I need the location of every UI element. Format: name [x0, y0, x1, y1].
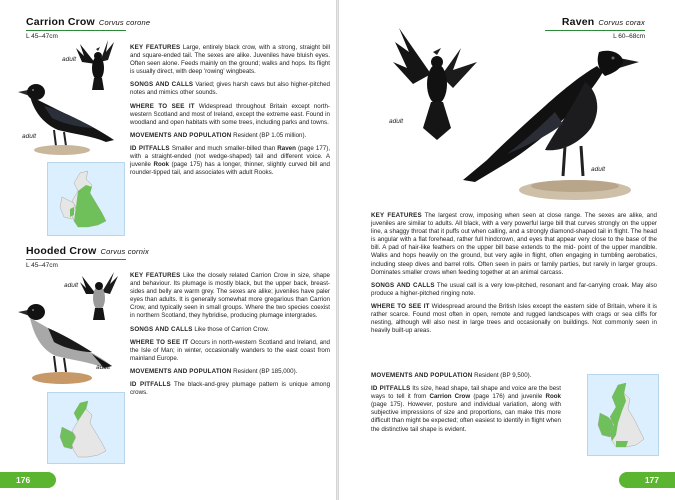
- where-to-see-paragraph: WHERE TO SEE IT Occurs in north-western Scotland and Ireland, and the Isle of Man; in winter, occasionally wanders to the east coast from mainland Europe.: [130, 338, 330, 362]
- label-adult-flight: adult: [389, 118, 404, 125]
- length-label: L 60–68cm: [613, 33, 645, 40]
- carrion-crow-perched-illustration: [14, 66, 118, 158]
- movements-paragraph: MOVEMENTS AND POPULATION Resident (BP 1.05 million).: [130, 131, 307, 139]
- label-adult-flight: adult: [62, 56, 77, 63]
- movements-paragraph: MOVEMENTS AND POPULATION Resident (BP 185,000).: [130, 367, 298, 375]
- carrion-crow-range-map: [47, 162, 125, 236]
- songs-calls-paragraph: SONGS AND CALLS Varied; gives harsh caws but also higher-pitched notes and mimics other sounds.: [130, 81, 330, 97]
- key-features-paragraph: KEY FEATURES Large, entirely black crow, with a strong, straight bill and square-ended tail. The sexes are alike. Juveniles have bluish eyes. Often seen alone. Feeds mainly on the ground; walks and hops. Its flight is usually direct, with deep 'rowing' wingbeats.: [130, 44, 330, 76]
- where-to-see-paragraph: WHERE TO SEE IT Widespread around the British Isles except the eastern side of Britain, where it is rather scarce. Found most often in open, remote and rugged landscapes with crags or sea cliffs for nesting, although will also nest in large trees and occasionally on buildings. Not commonly seen in heavily built-up areas.: [371, 302, 657, 335]
- carrion-crow-title: [26, 16, 150, 28]
- length-label: L 45–47cm: [26, 262, 58, 269]
- title-rule: [545, 30, 645, 31]
- title-rule: [26, 30, 126, 31]
- scientific-name: Corvus cornix: [100, 247, 149, 256]
- hooded-crow-title: [26, 245, 149, 257]
- songs-calls-paragraph: SONGS AND CALLS The usual call is a very low-pitched, resonant and far-carrying croak. May also produce a higher-pitched ringing note.: [371, 281, 657, 297]
- left-page: [0, 0, 336, 500]
- movements-paragraph: MOVEMENTS AND POPULATION Resident (BP 9,500).: [371, 372, 532, 379]
- right-page: [339, 0, 675, 500]
- length-label: L 45–47cm: [26, 33, 58, 40]
- title-rule: [26, 259, 126, 260]
- carrion-crow-text: [130, 44, 330, 182]
- page-number-left: 176: [0, 472, 56, 488]
- id-pitfalls-paragraph: ID PITFALLS The black-and-grey plumage pattern is unique among crows.: [130, 381, 331, 397]
- species-name: Raven: [561, 16, 595, 28]
- songs-calls-paragraph: SONGS AND CALLS Like those of Carrion Crow.: [130, 325, 269, 333]
- label-adult-perched: adult: [96, 364, 111, 371]
- hooded-crow-range-map: [47, 392, 125, 464]
- key-features-paragraph: KEY FEATURES Like the closely related Carrion Crow in size, shape and behaviour. Its plumage is mostly black, but the upper back, breast-sides and belly are warm grey. The sexes are alike; juveniles have paler eyes than adults. It is generally somewhat more gregarious than Carrion Crow, and typically seen in small groups. Where the two species coexist in northern Scotland, they hybridise, producing plumage intergrades.: [130, 272, 330, 320]
- species-name: Hooded Crow: [26, 245, 97, 257]
- where-to-see-paragraph: WHERE TO SEE IT Widespread throughout Britain except north-western Scotland and most of Ireland, except the extreme east. Found in woodland and open habitats with some trees, including parks and towns.: [130, 102, 330, 126]
- raven-text-bottom: [371, 372, 561, 439]
- raven-text-top: [371, 212, 657, 340]
- hooded-crow-perched-illustration: [14, 292, 118, 392]
- species-name: Carrion Crow: [26, 16, 95, 28]
- label-adult-flight: adult: [64, 282, 79, 289]
- scientific-name: Corvus corone: [98, 18, 151, 27]
- hooded-crow-text: [130, 272, 330, 402]
- label-adult-perched: adult: [591, 166, 606, 173]
- id-pitfalls-paragraph: ID PITFALLS Smaller and much smaller-billed than Raven (page 177), with a straight-ended (not wedge-shaped) tail and different voice. A juvenile Rook (page 175) has a longer, thinner, slightly curved bill and rounder-tipped tail, and associates with adult Rooks.: [130, 144, 330, 177]
- label-adult-perched: adult: [22, 133, 37, 140]
- raven-range-map: [587, 374, 659, 456]
- raven-title: [562, 16, 645, 28]
- raven-perched-illustration: [435, 42, 645, 208]
- scientific-name: Corvus corax: [598, 18, 645, 27]
- key-features-paragraph: KEY FEATURES The largest crow, imposing when seen at close range. The sexes are alike, and juveniles are similar to adults. All black, with a very powerful large bill that curves strongly on the upper line, a shaggy throat that it puffs out when calling, and a strongly diamond-shaped tail in flight. The head is angular with a flat forehead, rather full hindcrown, and eyes that appear very close to the base of the bill. A pad of hair-like feathers on the upper bill base extends to the mid- point of the upper mandible. Walks and hops heavily on the ground, but very agile in flight, often engaging in tumbling aerobatics, including steep dives and barrel rolls. Often seen in pairs or family parties, but rarely in larger groups. Dominates smaller crows when feeding together at an animal carcass.: [371, 212, 657, 276]
- id-pitfalls-paragraph: ID PITFALLS Its size, head shape, tail shape and voice are the best ways to tell it from Carrion Crow (page 176) and juvenile Rook (page 175). However, posture and individual variation, along with subjective impressions of size and proportions, can make this more difficult than might be expected; often easiest to identify in flight when the distinctive tail shape is evident.: [371, 385, 561, 433]
- page-number-right: 177: [619, 472, 675, 488]
